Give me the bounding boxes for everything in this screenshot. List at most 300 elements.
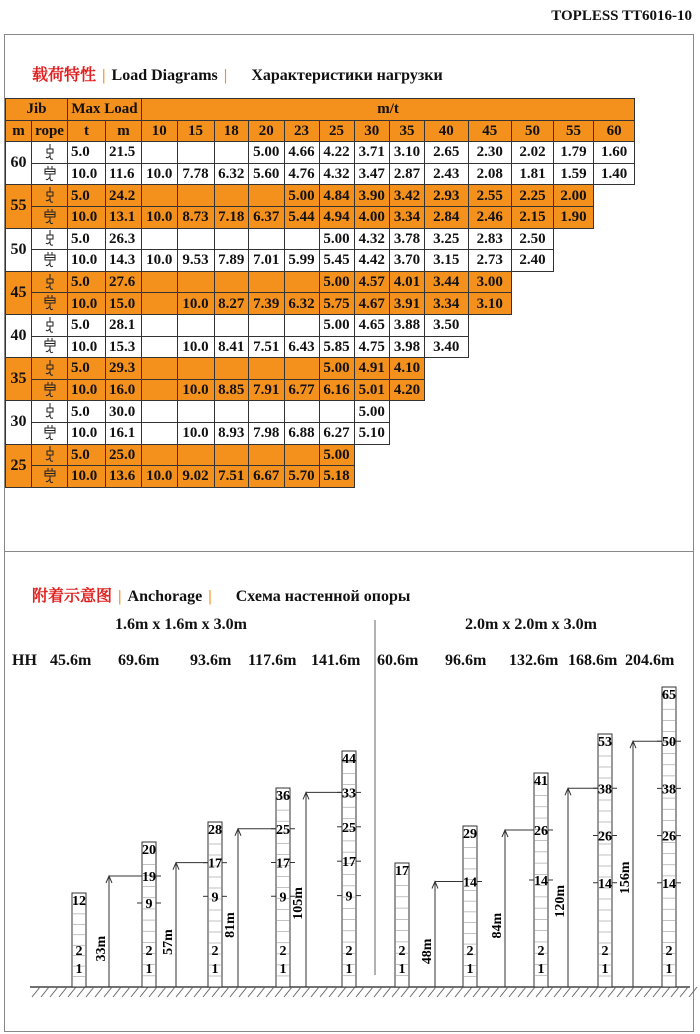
max-load-t: 5.0 [68,444,106,466]
load-cell [214,228,249,250]
load-table [5,98,635,488]
load-cell: 3.25 [425,228,469,250]
header-radius: 10 [142,120,178,142]
empty-cell [594,466,635,488]
load-cell: 8.73 [177,206,214,228]
table-row [6,206,635,228]
load-cell [284,401,319,423]
single-rope-hook-icon [32,142,68,164]
jib-length: 60 [6,142,32,185]
section-label: 28 [208,823,222,838]
load-cell [249,314,285,336]
load-cell [214,142,249,164]
load-cell [142,271,178,293]
load-cell: 1.81 [512,163,554,185]
double-rope-hook-icon [32,206,68,228]
table-header-row-2 [6,120,635,142]
empty-cell [512,314,554,336]
header-rope: rope [32,120,68,142]
hh-value: 132.6m [509,652,559,669]
empty-cell [554,358,594,380]
table-row [6,271,635,293]
max-load-radius: 21.5 [106,142,142,164]
table-row [6,379,635,401]
load-cell: 6.77 [284,379,319,401]
load-cell: 6.67 [249,466,285,488]
empty-cell [468,466,512,488]
section-label: 2 [537,944,545,959]
load-cell: 7.91 [249,379,285,401]
tower-5 [291,751,361,987]
header-radius: 30 [354,120,390,142]
section-divider [4,551,694,552]
empty-cell [390,422,425,444]
empty-cell [594,358,635,380]
section-label: 2 [345,944,353,959]
load-cell: 6.37 [249,206,285,228]
empty-cell [425,444,469,466]
single-rope-hook-icon [32,185,68,207]
anchor-height-label: 120m [553,884,568,918]
load-cell: 3.47 [354,163,390,185]
header-jib: Jib [6,99,68,121]
max-load-radius: 30.0 [106,401,142,423]
load-cell [142,142,178,164]
load-cell: 1.40 [594,163,635,185]
section-label: 33 [342,786,356,802]
double-rope-hook-icon [32,293,68,315]
max-load-radius: 11.6 [106,163,142,185]
section-label: 26 [662,829,676,845]
header-t: t [68,120,106,142]
section-label: 9 [211,890,219,906]
load-cell: 2.84 [425,206,469,228]
load-cell: 10.0 [142,206,178,228]
heading-ru: Характеристики нагрузки [251,67,443,84]
load-cell: 7.78 [177,163,214,185]
load-cell [284,444,319,466]
table-row [6,422,635,444]
single-rope-hook-icon [32,228,68,250]
header-radius: 50 [512,120,554,142]
load-cell: 5.85 [319,336,354,358]
load-cell: 8.85 [214,379,249,401]
empty-cell [554,314,594,336]
load-cell [177,358,214,380]
load-cell: 3.42 [390,185,425,207]
load-cell: 4.01 [390,271,425,293]
section-label: 14 [534,874,548,889]
load-cell: 6.16 [319,379,354,401]
double-rope-hook-icon [32,422,68,444]
document-id: TOPLESS TT6016-10 [551,8,692,24]
load-cell: 8.41 [214,336,249,358]
section-label: 1 [211,962,219,977]
section-label: 17 [276,856,290,872]
empty-cell [468,314,512,336]
anchor-height-label: 105m [291,887,306,920]
load-cell [142,293,178,315]
empty-cell [554,444,594,466]
header-radius: 20 [249,120,285,142]
load-cell: 1.79 [554,142,594,164]
load-cell [142,422,178,444]
load-cell: 4.94 [319,206,354,228]
load-cell: 5.60 [249,163,285,185]
max-load-t: 10.0 [68,336,106,358]
heading-cn: 载荷特性 [32,65,97,84]
load-cell: 8.27 [214,293,249,315]
load-cell: 2.46 [468,206,512,228]
section-label: 20 [142,843,156,858]
load-cell: 5.75 [319,293,354,315]
load-cell [177,314,214,336]
section-label: 50 [662,735,676,751]
section-label: 9 [145,897,153,912]
load-cell: 10.0 [142,466,178,488]
table-row [6,314,635,336]
load-cell: 3.90 [354,185,390,207]
empty-cell [554,401,594,423]
section-label: 44 [342,752,356,767]
header-radius: 18 [214,120,249,142]
section-label: 38 [662,782,676,798]
load-cell: 1.90 [554,206,594,228]
jib-length: 45 [6,271,32,314]
load-cell: 4.66 [284,142,319,164]
max-load-t: 10.0 [68,422,106,444]
load-cell [284,358,319,380]
table-row [6,336,635,358]
load-cell: 3.44 [425,271,469,293]
load-cell: 4.20 [390,379,425,401]
load-cell: 2.43 [425,163,469,185]
load-cell: 5.99 [284,250,319,272]
load-cell [249,185,285,207]
load-cell: 2.15 [512,206,554,228]
load-cell [142,401,178,423]
load-cell [214,358,249,380]
section-label: 38 [598,782,612,798]
jib-length: 30 [6,401,32,444]
anchor-height-label: 81m [223,912,238,938]
empty-cell [468,358,512,380]
load-cell: 7.39 [249,293,285,315]
load-cell [284,314,319,336]
section-label: 1 [665,962,673,977]
empty-cell [425,422,469,444]
load-cell: 3.40 [425,336,469,358]
load-cell [177,444,214,466]
section-label: 1 [398,962,406,977]
section-label: 26 [598,829,612,845]
section-label: 17 [208,856,222,872]
load-cell: 10.0 [177,336,214,358]
load-cell: 4.32 [319,163,354,185]
load-cell [319,401,354,423]
empty-cell [554,293,594,315]
empty-cell [594,271,635,293]
load-cell [214,314,249,336]
hh-label: HH [12,652,37,669]
load-cell: 3.50 [425,314,469,336]
load-cell [142,228,178,250]
load-cell [284,271,319,293]
tower-8 [490,773,553,987]
max-load-t: 5.0 [68,185,106,207]
empty-cell [512,401,554,423]
empty-cell [512,444,554,466]
section-label: 1 [466,962,474,977]
empty-cell [512,379,554,401]
anchor-heading-ru: Схема настенной опоры [235,588,411,605]
header-radius: 40 [425,120,469,142]
hh-value: 204.6m [625,652,675,669]
group-right-title: 2.0m x 2.0m x 3.0m [465,616,597,633]
tower-2 [94,842,161,987]
empty-cell [594,185,635,207]
max-load-t: 5.0 [68,401,106,423]
table-row [6,250,635,272]
load-cell: 4.42 [354,250,390,272]
load-cell [284,228,319,250]
max-load-t: 5.0 [68,142,106,164]
load-cell: 3.15 [425,250,469,272]
section-label: 1 [279,962,287,977]
load-cell: 7.51 [249,336,285,358]
load-cell: 5.18 [319,466,354,488]
load-cell: 3.98 [390,336,425,358]
load-cell [214,271,249,293]
anchor-height-label: 57m [161,929,176,955]
load-cell: 7.18 [214,206,249,228]
jib-length: 55 [6,185,32,228]
section-label: 1 [75,962,83,977]
load-cell: 4.67 [354,293,390,315]
load-cell: 4.84 [319,185,354,207]
header-radius: 55 [554,120,594,142]
header-radius: 45 [468,120,512,142]
section-label: 65 [662,688,676,703]
empty-cell [354,466,390,488]
load-cell [177,228,214,250]
load-cell: 2.83 [468,228,512,250]
empty-cell [554,250,594,272]
section-label: 36 [276,789,290,804]
empty-cell [554,336,594,358]
max-load-t: 10.0 [68,466,106,488]
max-load-radius: 15.3 [106,336,142,358]
load-cell: 7.89 [214,250,249,272]
table-row [6,228,635,250]
anchorage-heading: 附着示意图 | Anchorage | Схема настенной опоры [32,586,411,605]
header-radius: 23 [284,120,319,142]
hh-value: 93.6m [190,652,232,669]
section-label: 53 [598,735,612,750]
load-cell: 4.91 [354,358,390,380]
load-cell: 9.02 [177,466,214,488]
anchor-height-label: 156m [618,861,633,895]
max-load-t: 10.0 [68,379,106,401]
load-cell: 10.0 [142,250,178,272]
double-rope-hook-icon [32,163,68,185]
load-diagrams-heading: 载荷特性 | Load Diagrams | Характеристики нагрузки [32,65,443,84]
empty-cell [594,206,635,228]
tower-6 [395,863,409,987]
load-cell [249,401,285,423]
empty-cell [512,358,554,380]
empty-cell [512,293,554,315]
section-label: 2 [75,944,83,959]
load-cell: 1.60 [594,142,635,164]
section-label: 2 [466,944,474,959]
load-cell [142,314,178,336]
load-cell: 4.57 [354,271,390,293]
jib-length: 35 [6,358,32,401]
hh-value: 69.6m [118,652,160,669]
empty-cell [594,250,635,272]
single-rope-hook-icon [32,401,68,423]
load-cell: 4.00 [354,206,390,228]
load-cell: 10.0 [177,293,214,315]
empty-cell [468,422,512,444]
header-m: m [6,120,32,142]
empty-cell [468,401,512,423]
section-label: 9 [345,889,353,905]
section-label: 2 [601,944,609,959]
header-max-load: Max Load [68,99,142,121]
max-load-radius: 16.0 [106,379,142,401]
load-cell: 6.43 [284,336,319,358]
section-label: 19 [142,870,156,885]
empty-cell [512,422,554,444]
max-load-radius: 14.3 [106,250,142,272]
load-cell: 7.98 [249,422,285,444]
single-rope-hook-icon [32,358,68,380]
load-cell [249,228,285,250]
empty-cell [554,271,594,293]
load-cell [177,142,214,164]
load-cell: 5.00 [319,444,354,466]
empty-cell [554,466,594,488]
max-load-t: 5.0 [68,271,106,293]
load-cell: 2.30 [468,142,512,164]
max-load-radius: 15.0 [106,293,142,315]
table-row [6,185,635,207]
anchor-heading-cn: 附着示意图 [32,586,113,605]
load-cell [177,401,214,423]
section-label: 9 [279,890,287,906]
table-row [6,142,635,164]
anchor-height-label: 33m [94,935,109,962]
anchorage-diagram [0,620,700,1034]
table-row [6,358,635,380]
load-cell: 5.70 [284,466,319,488]
table-row [6,163,635,185]
load-cell [142,185,178,207]
load-cell: 3.88 [390,314,425,336]
load-cell: 3.10 [468,293,512,315]
empty-cell [425,401,469,423]
load-cell [214,401,249,423]
anchor-height-label: 48m [420,938,435,965]
tower-7 [420,826,482,987]
section-label: 41 [534,774,548,789]
double-rope-hook-icon [32,466,68,488]
load-cell: 4.75 [354,336,390,358]
empty-cell [594,314,635,336]
double-rope-hook-icon [32,250,68,272]
load-cell [214,185,249,207]
section-label: 14 [463,875,477,891]
load-cell: 3.71 [354,142,390,164]
empty-cell [468,444,512,466]
max-load-t: 10.0 [68,293,106,315]
load-cell: 2.73 [468,250,512,272]
max-load-radius: 13.1 [106,206,142,228]
load-cell: 5.00 [319,314,354,336]
empty-cell [425,379,469,401]
section-label: 2 [279,944,287,959]
hh-value: 141.6m [311,652,361,669]
table-row [6,401,635,423]
hh-value: 96.6m [445,652,487,669]
double-rope-hook-icon [32,379,68,401]
empty-cell [354,444,390,466]
load-cell: 2.40 [512,250,554,272]
tower-1 [72,893,86,987]
header-mt: m/t [142,99,635,121]
jib-length: 40 [6,314,32,357]
section-label: 26 [534,824,548,839]
section-label: 1 [345,962,353,977]
empty-cell [594,228,635,250]
load-cell: 4.10 [390,358,425,380]
load-cell: 5.00 [354,401,390,423]
load-cell [214,444,249,466]
load-cell: 4.32 [354,228,390,250]
load-cell: 10.0 [142,163,178,185]
section-label: 25 [342,820,356,836]
load-cell: 5.00 [249,142,285,164]
max-load-radius: 28.1 [106,314,142,336]
load-cell: 3.34 [425,293,469,315]
heading-en: Load Diagrams [111,67,218,84]
empty-cell [594,293,635,315]
load-cell: 5.00 [319,358,354,380]
load-cell: 5.00 [284,185,319,207]
load-cell: 5.44 [284,206,319,228]
header-radius: 60 [594,120,635,142]
load-cell: 1.59 [554,163,594,185]
load-cell [142,336,178,358]
load-cell: 5.10 [354,422,390,444]
load-cell: 2.08 [468,163,512,185]
section-label: 1 [601,962,609,977]
load-cell: 8.93 [214,422,249,444]
load-cell [177,271,214,293]
empty-cell [512,336,554,358]
empty-cell [594,336,635,358]
jib-length: 50 [6,228,32,271]
empty-cell [554,379,594,401]
load-cell: 9.53 [177,250,214,272]
load-cell: 6.27 [319,422,354,444]
load-cell: 2.87 [390,163,425,185]
max-load-t: 5.0 [68,314,106,336]
load-cell: 3.00 [468,271,512,293]
load-cell: 2.25 [512,185,554,207]
